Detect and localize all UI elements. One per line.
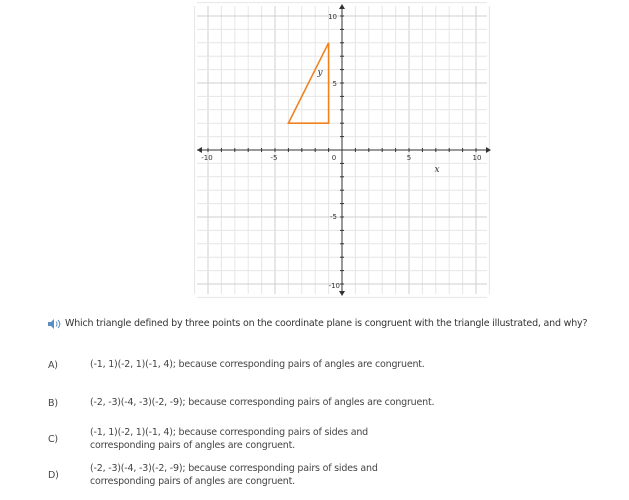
choice-a-letter: A) — [48, 359, 58, 371]
choice-c-letter: C) — [48, 434, 58, 445]
y-tick-label-10: 10 — [328, 13, 337, 21]
y-tick-label-5: 5 — [332, 80, 337, 88]
choice-a-text: (-1, 1)(-2, 1)(-1, 4); because corresponding pairs of angles are congruent. — [90, 359, 425, 370]
x-tick-label-neg10: -10 — [201, 154, 213, 162]
speaker-icon[interactable] — [48, 319, 62, 329]
choice-b-letter: B) — [48, 397, 58, 409]
x-tick-label-neg5: -5 — [270, 154, 278, 162]
x-tick-label-10: 10 — [472, 154, 482, 162]
question-row — [48, 318, 623, 329]
choice-c[interactable] — [48, 427, 608, 452]
x-tick-label-0: 0 — [331, 154, 337, 162]
choice-a[interactable] — [48, 359, 608, 372]
y-axis-top-arrow — [339, 4, 345, 9]
y-axis-label: y — [317, 68, 323, 78]
x-axis-label: x — [434, 165, 440, 175]
x-axis-right-arrow — [486, 147, 491, 153]
choice-b[interactable] — [48, 397, 608, 410]
x-axis-left-arrow — [197, 147, 202, 153]
y-axis-bottom-arrow — [339, 291, 345, 296]
choice-d-text: (-2, -3)(-4, -3)(-2, -9); because corresponding pairs of sides and corresponding pairs of angles are congruent. — [90, 463, 378, 487]
choice-d-letter: D) — [48, 470, 59, 481]
x-tick-label-5: 5 — [406, 154, 412, 162]
question-text: Which triangle defined by three points on the coordinate plane is congruent with the triangle illustrated, and why? — [65, 318, 588, 329]
y-tick-label-neg5: -5 — [330, 213, 337, 221]
y-tick-label-neg10: -10 — [328, 282, 340, 290]
choice-c-text: (-1, 1)(-2, 1)(-1, 4); because corresponding pairs of sides and corresponding pairs of angles are congruent. — [90, 427, 368, 451]
choice-d[interactable] — [48, 463, 608, 488]
choice-b-text: (-2, -3)(-4, -3)(-2, -9); because corresponding pairs of angles are congruent. — [90, 397, 435, 408]
